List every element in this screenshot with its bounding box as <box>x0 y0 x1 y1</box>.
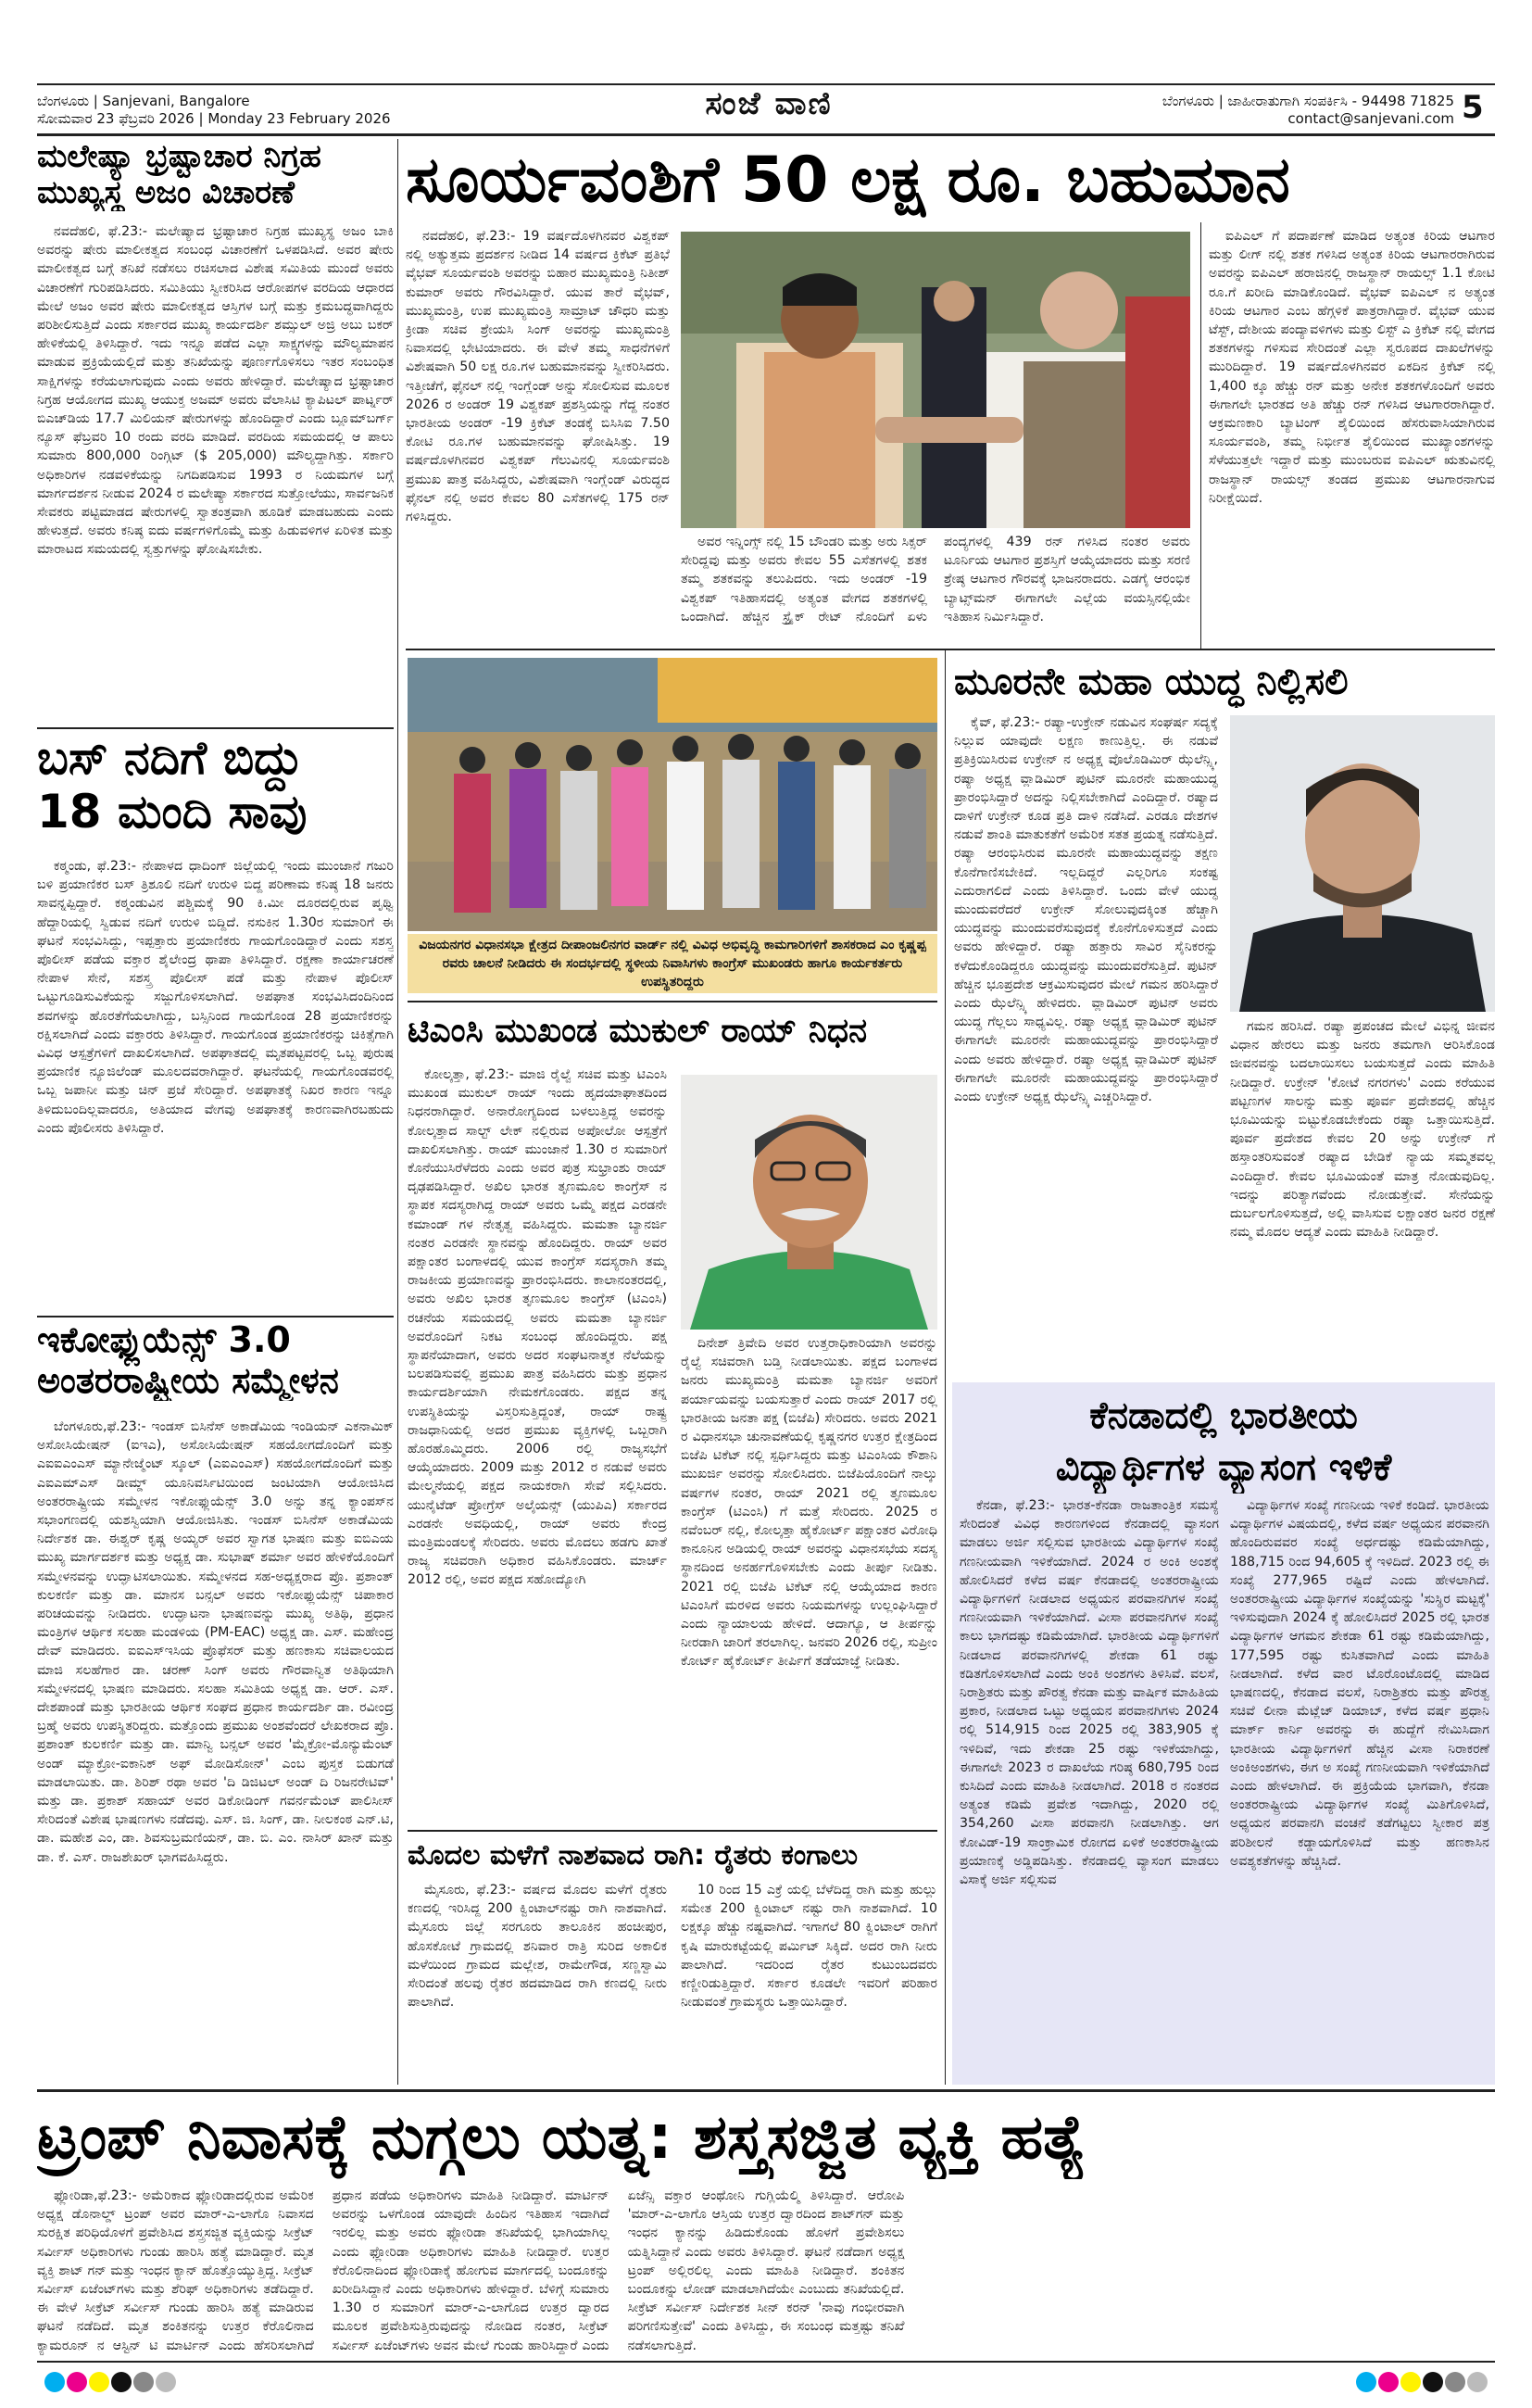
mukul-body-left <box>408 1065 667 1825</box>
zelensky-photo-illustration <box>1230 715 1495 1012</box>
page-number: 5 <box>1462 89 1484 126</box>
mukul-headline: ಟಿಎಂಸಿ ಮುಖಂಡ ಮುಕುಲ್ ರಾಯ್ ನಿಧನ <box>408 1012 868 1050</box>
masthead-text: ಸಂಜೆ ವಾಣಿ <box>705 85 833 122</box>
header-rule-top <box>37 83 1495 85</box>
zelensky-photo <box>1230 715 1495 1012</box>
divider-event <box>408 1001 937 1002</box>
header-left <box>37 93 556 128</box>
registration-yellow-left <box>89 2372 109 2392</box>
suryavanshi-body-left-text: ನವದೆಹಲಿ, ಫೆ.23:- 19 ವರ್ಷದೊಳಗಿನವರ ವಿಶ್ವಕಪ್ ನಲ್ಲಿ ಅತ್ಯುತ್ತಮ ಪ್ರದರ್ಶನ ನೀಡಿದ 14 ವರ್ಷದ ಕ್ರಿಕೆಟ್ ಪ್ರತಿಭೆ ವೈಭವ್ ಸೂರ್ಯವಂಶಿ ಅವರನ್ನು ಬಿಹಾರ ಮುಖ್ಯಮಂತ್ರಿ ನಿತೀಶ್ ಕುಮಾರ್ ಅವರು ಗೌರವಿಸಿದ್ದಾರೆ. ಯುವ ತಾರೆ ವೈಭವ್, ಮುಖ್ಯಮಂತ್ರಿ, ಉಪ ಮುಖ್ಯಮಂತ್ರಿ ಸಾಮ್ರಾಟ್ ಚೌಧರಿ ಮತ್ತು ಕ್ರೀಡಾ ಸಚಿವ ಶ್ರೇಯಸಿ ಸಿಂಗ್ ಅವರನ್ನು ಮುಖ್ಯಮಂತ್ರಿ ನಿವಾಸದಲ್ಲಿ ಭೇಟಿಯಾದರು. ಈ ವೇಳೆ ತಮ್ಮ ಸಾಧನೆಗಳಿಗೆ ವಿಶೇಷವಾಗಿ 50 ಲಕ್ಷ ರೂ.ಗಳ ಬಹುಮಾನವನ್ನು ಸ್ವೀಕರಿಸಿದರು. ಇತ್ತೀಚೆಗೆ, ಫೈನಲ್ ನಲ್ಲಿ ಇಂಗ್ಲೆಂಡ್ ಅನ್ನು ಸೋಲಿಸುವ ಮೂಲಕ 2026 ರ ಅಂಡರ್ 19 ವಿಶ್ವಕಪ್ ಪ್ರಶಸ್ತಿಯನ್ನು ಗೆದ್ದ ನಂತರ ಭಾರತೀಯ ಅಂಡರ್ -19 ಕ್ರಿಕೆಟ್ ತಂಡಕ್ಕೆ ಬಿಸಿಸಿಐ 7.50 ಕೋಟಿ ರೂ.ಗಳ ಬಹುಮಾನವನ್ನು ಘೋಷಿಸಿತ್ತು. 19 ವರ್ಷದೊಳಗಿನವರ ವಿಶ್ವಕಪ್ ಗೆಲುವಿನಲ್ಲಿ ಸೂರ್ಯವಂಶಿ ಪ್ರಮುಖ ಪಾತ್ರ ವಹಿಸಿದ್ದರು, ವಿಶೇಷವಾಗಿ ಇಂಗ್ಲೆಂಡ್ ವಿರುದ್ಧದ ಫೈನಲ್ ನಲ್ಲಿ ಅವರ ಕೇವಲ 80 ಎಸೆತಗಳಲ್ಲಿ 175 ರನ್ ಗಳಿಸಿದ್ದರು. <box>406 229 670 525</box>
war-headline: ಮೂರನೇ ಮಹಾ ಯುದ್ಧ ನಿಲ್ಲಿಸಲಿ <box>954 661 1349 703</box>
event-photo-illustration <box>408 658 937 931</box>
canada-headline-line1: ಕೆನಡಾದಲ್ಲಿ ಭಾರತೀಯ <box>1089 1394 1358 1437</box>
suryavanshi-body-right <box>1209 227 1495 644</box>
header-date: ಸೋಮವಾರ 23 ಫೆಬ್ರವರಿ 2026 | Monday 23 February 2026 <box>37 110 391 127</box>
malaysia-headline <box>37 139 394 211</box>
mukul-body-right-text: ದಿನೇಶ್ ತ್ರಿವೇದಿ ಅವರ ಉತ್ತರಾಧಿಕಾರಿಯಾಗಿ ಅವರನ್ನು ರೈಲ್ವೆ ಸಚಿವರಾಗಿ ಬಡ್ತಿ ನೀಡಲಾಯಿತು. ಪಕ್ಷದ ಬಂಗಾಳದ ಜನರು ಮುಖ್ಯಮಂತ್ರಿ ಮಮತಾ ಬ್ಯಾನರ್ಜಿ ಅವರಿಗೆ ಪರ್ಯಾಯವನ್ನು ಬಯಸುತ್ತಾರೆ ಎಂದು ರಾಯ್ 2017 ರಲ್ಲಿ ಭಾರತೀಯ ಜನತಾ ಪಕ್ಷ (ಬಿಜೆಪಿ) ಸೇರಿದರು. ಅವರು 2021 ರ ವಿಧಾನಸಭಾ ಚುನಾವಣೆಯಲ್ಲಿ ಕೃಷ್ಣನಗರ ಉತ್ತರ ಕ್ಷೇತ್ರದಿಂದ ಬಿಜೆಪಿ ಟಿಕೆಟ್ ನಲ್ಲಿ ಸ್ಪರ್ಧಿಸಿದ್ದರು ಮತ್ತು ಟಿಎಂಸಿಯ ಕೌಶಾನಿ ಮುಖರ್ಜಿ ಅವರನ್ನು ಸೋಲಿಸಿದರು. ಬಿಜೆಪಿಯೊಂದಿಗೆ ನಾಲ್ಕು ವರ್ಷಗಳ ನಂತರ, ರಾಯ್ 2021 ರಲ್ಲಿ ತೃಣಮೂಲ ಕಾಂಗ್ರೆಸ್ (ಟಿಎಂಸಿ) ಗೆ ಮತ್ತೆ ಸೇರಿದರು. 2025 ರ ನವೆಂಬರ್ ನಲ್ಲಿ, ಕೋಲ್ಕತ್ತಾ ಹೈಕೋರ್ಟ್ ಪಕ್ಷಾಂತರ ವಿರೋಧಿ ಕಾನೂನಿನ ಅಡಿಯಲ್ಲಿ ರಾಯ್ ಅವರನ್ನು ವಿಧಾನಸಭೆಯ ಸದಸ್ಯ ಸ್ಥಾನದಿಂದ ಅನರ್ಹಗೊಳಿಸಬೇಕು ಎಂದು ತೀರ್ಪು ನೀಡಿತು. 2021 ರಲ್ಲಿ ಬಿಜೆಪಿ ಟಿಕೆಟ್ ನಲ್ಲಿ ಆಯ್ಕೆಯಾದ ಕಾರಣ ಟಿಎಂಸಿಗೆ ಮರಳಿದ ಅವರು ನಿಯಮಗಳನ್ನು ಉಲ್ಲಂಘಿಸಿದ್ದಾರೆ ಎಂದು ನ್ಯಾಯಾಲಯ ಹೇಳಿದೆ. ಆದಾಗ್ಯೂ, ಆ ತೀರ್ಪನ್ನು ನೀರಡಾಗಿ ಜಾರಿಗೆ ತರಲಾಗಿಲ್ಲ. ಜನವರಿ 2026 ರಲ್ಲಿ, ಸುಪ್ರೀಂ ಕೋರ್ಟ್ ಹೈಕೋರ್ಟ್ ತೀರ್ಪಿಗೆ ತಡೆಯಾಜ್ಞೆ ನೀಡಿತು. <box>681 1336 937 1670</box>
masthead-logo <box>648 85 889 122</box>
ragi-body-right-text: 10 ರಿಂದ 15 ಎಕ್ರೆ ಯಲ್ಲಿ ಬೆಳೆದಿದ್ದ ರಾಗಿ ಮತ್ತು ಹುಲ್ಲು ಸಮೇತ 200 ಕ್ವಿಂಟಾಲ್ ನಷ್ಟು ರಾಗಿ ನಾಶವಾಗಿದೆ. 10 ಲಕ್ಷಕ್ಕೂ ಹೆಚ್ಚು ನಷ್ಟವಾಗಿದೆ. ಇಗಾಗಲೆ 80 ಕ್ವಿಂಟಾಲ್ ರಾಗಿಗೆ ಕೃಷಿ ಮಾರುಕಟ್ಟೆಯಲ್ಲಿ ಪರ್ಮಿಟ್ ಸಿಕ್ಕಿದೆ. ಅದರ ರಾಗಿ ನೀರು ಪಾಲಾಗಿದೆ. ಇದರಿಂದ ರೈತರ ಕುಟುಂಬದವರು ಕಣ್ಣೀರಿಡುತ್ತಿದ್ದಾರೆ. ಸರ್ಕಾರ ಕೂಡಲೇ ಇವರಿಗೆ ಪರಿಹಾರ ನೀಡುವಂತೆ ಗ್ರಾಮಸ್ಥರು ಒತ್ತಾಯಿಸಿದ್ದಾರೆ. <box>681 1883 937 2011</box>
header-location: ಬೆಂಗಳೂರು | Sanjevani, Bangalore <box>37 93 250 109</box>
canada-headline-line2: ವಿದ್ಯಾರ್ಥಿಗಳ ವ್ಯಾಸಂಗ ಇಳಿಕೆ <box>1055 1446 1392 1489</box>
header-ad-contact: ಬೆಂಗಳೂರು | ಜಾಹೀರಾತುಗಾಗಿ ಸಂಪರ್ಕಿಸಿ - 94498 71825 <box>1162 93 1454 109</box>
suryavanshi-body-left <box>406 227 670 635</box>
ecofloyens-body <box>37 1418 394 2085</box>
bus-body <box>37 857 394 1311</box>
registration-black-right <box>1423 2372 1443 2392</box>
trump-body <box>37 2187 1495 2356</box>
suryavanshi-photo <box>681 232 1190 528</box>
canada-body-left <box>960 1496 1219 2080</box>
column-rule-right <box>1200 222 1201 649</box>
divider-malaysia <box>37 727 394 729</box>
registration-cyan-left <box>44 2372 65 2392</box>
bus-headline <box>37 732 394 838</box>
registration-magenta-right <box>1378 2372 1399 2392</box>
suryavanshi-headline: ಸೂರ್ಯವಂಶಿಗೆ 50 ಲಕ್ಷ ರೂ. ಬಹುಮಾನ <box>406 144 1290 217</box>
registration-black-left <box>111 2372 132 2392</box>
bus-body-text: ಕಠ್ಮಂಡು, ಫೆ.23:- ನೇಪಾಳದ ಧಾದಿಂಗ್ ಜಿಲ್ಲೆಯಲ್ಲಿ ಇಂದು ಮುಂಜಾನೆ ಗಜುರಿ ಬಳಿ ಪ್ರಯಾಣಿಕರ ಬಸ್ ತ್ರಿಶೂಲಿ ನದಿಗೆ ಉರುಳಿ ಬಿದ್ದ ಪರಿಣಾಮ ಕನಿಷ್ಠ 18 ಜನರು ಸಾವನ್ನಪ್ಪಿದ್ದಾರೆ. ಕಠ್ಮಂಡುವಿನ ಪಶ್ಚಿಮಕ್ಕೆ 90 ಕಿ.ಮೀ ದೂರದಲ್ಲಿರುವ ಪೃಥ್ವಿ ಹೆದ್ದಾರಿಯಲ್ಲಿ ಸ್ವಿಡುವ ನದಿಗೆ ಉರುಳಿ ಬಿದ್ದಿದೆ. ನಸುಕಿನ 1.30ರ ಸುಮಾರಿಗೆ ಈ ಘಟನೆ ಸಂಭವಿಸಿದ್ದು, ಇಪ್ಪತ್ತಾರು ಪ್ರಯಾಣಿಕರು ಗಾಯಗೊಂಡಿದ್ದಾರೆ ಎಂದು ಸಶಸ್ತ್ರ ಪೊಲೀಸ್ ಪಡೆಯ ವಕ್ತಾರ ಶೈಲೇಂದ್ರ ಥಾಪಾ ತಿಳಿಸಿದ್ದಾರೆ. ರಕ್ಷಣಾ ಕಾರ್ಯಾಚರಣೆ ನೇಪಾಳ ಸೇನೆ, ಸಶಸ್ತ್ರ ಪೊಲೀಸ್ ಪಡೆ ಮತ್ತು ನೇಪಾಳ ಪೊಲೀಸ್ ಒಟ್ಟುಗೂಡಿಸುವಿಕೆಯನ್ನು ಸಜ್ಜುಗೊಳಿಸಲಾಗಿದೆ. ಅಪಘಾತ ಸಂಭವಿಸಿದಂದಿನಿಂದ ಶವಗಳನ್ನು ಹೊರತೆಗೆಯಲಾಗಿದ್ದು, ಬಸ್ಸಿನಿಂದ ಗಾಯಗೊಂಡ 28 ಪ್ರಯಾಣಿಕರನ್ನು ರಕ್ಷಿಸಲಾಗಿದೆ ಎಂದು ವಕ್ತಾರರು ತಿಳಿಸಿದ್ದಾರೆ. ಗಾಯಗೊಂಡ ಪ್ರಯಾಣಿಕರನ್ನು ಚಿಕಿತ್ಸೆಗಾಗಿ ವಿವಿಧ ಆಸ್ಪತ್ರೆಗಳಿಗೆ ದಾಖಲಿಸಲಾಗಿದೆ. ಅಪಘಾತದಲ್ಲಿ ಮೃತಪಟ್ಟವರಲ್ಲಿ ಒಬ್ಬ ಪುರುಷ ಪ್ರಯಾಣಿಕ ನ್ಯೂಜಿಲೆಂಡ್ ಮೂಲದವರಾಗಿದ್ದಾರೆ. ಘಟನೆಯಲ್ಲಿ ಗಾಯಗೊಂಡವರಲ್ಲಿ ಒಬ್ಬ ಜಪಾನೀ ಮತ್ತು ಚಿನ್ ಪ್ರಜೆ ಸೇರಿದ್ದಾರೆ. ಅಪಘಾತಕ್ಕೆ ನಿಖರ ಕಾರಣ ಇನ್ನೂ ತಿಳಿದುಬಂದಿಲ್ಲವಾದರೂ, ಅತಿಯಾದ ವೇಗವು ಅಪಘಾತಕ್ಕೆ ಕಾರಣವಾಗಿರಬಹುದು ಎಂದು ಪೊಲೀಸರು ತಿಳಿಸಿದ್ದಾರೆ. <box>37 859 394 1136</box>
war-body <box>954 713 1218 1376</box>
suryavanshi-photo-illustration <box>681 232 1190 528</box>
ecofloyens-headline-line2: ಅಂತರರಾಷ್ಟ್ರೀಯ ಸಮ್ಮೇಳನ <box>37 1359 339 1401</box>
ragi-body-left <box>408 1881 667 2085</box>
registration-magenta-left <box>67 2372 87 2392</box>
mukul-body-right <box>681 1334 937 1825</box>
header-right <box>1000 93 1454 128</box>
canada-body-left-text: ಕೆನಡಾ, ಫೆ.23:- ಭಾರತ-ಕೆನಡಾ ರಾಜತಾಂತ್ರಿಕ ಸಮಸ್ಯೆ ಸೇರಿದಂತೆ ವಿವಿಧ ಕಾರಣಗಳಿಂದ ಕೆನಡಾದಲ್ಲಿ ವ್ಯಾಸಂಗ ಮಾಡಲು ಅರ್ಜಿ ಸಲ್ಲಿಸುವ ಭಾರತೀಯ ವಿದ್ಯಾರ್ಥಿಗಳ ಸಂಖ್ಯೆ ಗಣನೀಯವಾಗಿ ಇಳಿಕೆಯಾಗಿದೆ. 2024 ರ ಅಂಕಿ ಅಂಶಕ್ಕೆ ಹೋಲಿಸಿದರೆ ಕಳೆದ ವರ್ಷ ಕೆನಡಾದಲ್ಲಿ ಅಂತರರಾಷ್ಟ್ರೀಯ ವಿದ್ಯಾರ್ಥಿಗಳಿಗೆ ನೀಡಲಾದ ಅಧ್ಯಯನ ಪರವಾನಗಿಗಳ ಸಂಖ್ಯೆ ಗಣನೀಯವಾಗಿ ಇಳಿಕೆಯಾಗಿದೆ. ವೀಸಾ ಪರವಾನಗಿಗಳ ಸಂಖ್ಯೆ ಕಾಲು ಭಾಗದಷ್ಟು ಕಡಿಮೆಯಾಗಿದೆ. ಭಾರತೀಯ ವಿದ್ಯಾರ್ಥಿಗಳಿಗೆ ನೀಡಲಾದ ಪರವಾನಗಿಗಳಲ್ಲಿ ಶೇಕಡಾ 61 ರಷ್ಟು ಕಡಿತಗೊಳಿಸಲಾಗಿದೆ ಎಂದು ಅಂಕಿ ಅಂಶಗಳು ತಿಳಿಸಿವೆ. ವಲಸೆ, ನಿರಾಶ್ರಿತರು ಮತ್ತು ಪೌರತ್ವ ಕೆನಡಾ ಮತ್ತು ವಾರ್ಷಿಕ ಮಾಹಿತಿಯ ಪ್ರಕಾರ, ನೀಡಲಾದ ಒಟ್ಟು ಅಧ್ಯಯನ ಪರವಾನಗಿಗಳು 2024 ರಲ್ಲಿ 514,915 ರಿಂದ 2025 ರಲ್ಲಿ 383,905 ಕ್ಕೆ ಇಳಿದಿವೆ, ಇದು ಶೇಕಡಾ 25 ರಷ್ಟು ಇಳಿಕೆಯಾಗಿದ್ದು, ಈಗಾಗಲೇ 2023 ರ ದಾಖಲೆಯ ಗರಿಷ್ಠ 680,795 ರಿಂದ ಕುಸಿದಿದೆ ಎಂದು ಮಾಹಿತಿ ನೀಡಲಾಗಿದೆ. 2018 ರ ನಂತರದ ಅತ್ಯಂತ ಕಡಿಮೆ ಪ್ರವೇಶ ಇದಾಗಿದ್ದು, 2020 ರಲ್ಲಿ 354,260 ವೀಸಾ ಪರವಾನಗಿ ನೀಡಲಾಗಿತ್ತು. ಆಗ ಕೋವಿಡ್-19 ಸಾಂಕ್ರಾಮಿಕ ರೋಗದ ಏಳಿಕೆ ಅಂತರರಾಷ್ಟ್ರೀಯ ಪ್ರಯಾಣಕ್ಕೆ ಅಡ್ಡಿಪಡಿಸಿತ್ತು. ಕೆನಡಾದಲ್ಲಿ ವ್ಯಾಸಂಗ ಮಾಡಲು ವಿಸಾಕ್ಕೆ ಅರ್ಜಿ ಸಲ್ಲಿಸುವ <box>960 1498 1219 1888</box>
registration-yellow-right <box>1400 2372 1421 2392</box>
malaysia-body-text: ನವದೆಹಲಿ, ಫೆ.23:- ಮಲೇಷ್ಯಾದ ಭ್ರಷ್ಟಾಚಾರ ನಿಗ್ರಹ ಮುಖ್ಯಸ್ಥ ಅಜಂ ಬಾಕಿ ಅವರನ್ನು ಷೇರು ಮಾಲೀಕತ್ವದ ಸಂಬಂಧ ವಿಚಾರಣೆಗೆ ಒಳಪಡಿಸಿದೆ. ಅವರ ಷೇರು ಮಾಲೀಕತ್ವದ ಬಗ್ಗೆ ತನಿಖೆ ನಡೆಸಲು ರಚಿಸಲಾದ ವಿಶೇಷ ಸಮಿತಿಯ ಮುಂದೆ ಅವರು ವಿಚಾರಣೆಗೆ ಗುರಿಪಡಿಸಿದರು. ಸಮಿತಿಯು ಸ್ವೀಕರಿಸಿದ ಆರೋಪಗಳ ವರದಿಯ ಆಧಾರದ ಮೇಲೆ ಅಜಂ ಅವರ ಷೇರು ಮಾಲೀಕತ್ವದ ಆಸ್ತಿಗಳ ಬಗ್ಗೆ ಮತ್ತು ಕ್ರಮಬದ್ಧವಾಗಿದ್ದರು ಪರಿಶೀಲಿಸುತ್ತಿದೆ ಎಂದು ಸರ್ಕಾರದ ಮುಖ್ಯ ಕಾರ್ಯದರ್ಶಿ ಶಮ್ಸುಲ್ ಅಜ್ರಿ ಅಬು ಬಕರ್ ಹೇಳಿಕೆಯಲ್ಲಿ ತಿಳಿಸಿದ್ದಾರೆ. ಇದು ಇನ್ನೂ ಪಡೆದ ಎಲ್ಲಾ ಸಾಕ್ಷ್ಯಗಳನ್ನು ಮೌಲ್ಯಮಾಪನ ಮಾಡುವ ಪ್ರಕ್ರಿಯೆಯಲ್ಲಿದೆ ಮತ್ತು ತನಿಖೆಯನ್ನು ಪೂರ್ಣಗೊಳಿಸಲು ಇತರ ಸಂಬಂಧಿತ ಸಾಕ್ಷಿಗಳನ್ನು ಕರೆಯಲಾಗುವುದು ಎಂದು ಅವರು ಹೇಳಿದ್ದಾರೆ. ಮಲೇಷ್ಯಾದ ಭ್ರಷ್ಟಾಚಾರ ನಿಗ್ರಹ ಆಯೋಗದ ಮುಖ್ಯ ಆಯುಕ್ತ ಅಜಮ್ ಅವರು ವೆಲಾಸಿಟಿ ಕ್ಯಾಪಿಟಲ್ ಪಾರ್ಟ್ನರ್ ಬಿಎಚ್‌ಡಿಯ 17.7 ಮಿಲಿಯನ್ ಷೇರುಗಳನ್ನು ಹೊಂದಿದ್ದಾರೆ ಎಂದು ಬ್ಲೂಮ್‌ಬರ್ಗ್ ನ್ಯೂಸ್ ಫೆಬ್ರವರಿ 10 ರಂದು ವರದಿ ಮಾಡಿದೆ. ವರದಿಯ ಸಮಯದಲ್ಲಿ ಆ ಪಾಲು ಸುಮಾರು 800,000 ರಿಂಗ್ಗಿಟ್ ($ 205,000) ಮೌಲ್ಯದ್ದಾಗಿತ್ತು. ಸರ್ಕಾರಿ ಅಧಿಕಾರಿಗಳ ನಡವಳಿಕೆಯನ್ನು ನಿಗದಿಪಡಿಸುವ 1993 ರ ನಿಯಮಗಳ ಬಗ್ಗೆ ಮಾರ್ಗದರ್ಶನ ನೀಡುವ 2024 ರ ಮಲೇಷ್ಯಾ ಸರ್ಕಾರದ ಸುತ್ತೋಲೆಯು, ಸಾರ್ವಜನಿಕ ಸೇವಕರು ಪಟ್ಟಿಮಾಡದ ಷೇರುಗಳಲ್ಲಿ ಸ್ವಾತಂತ್ರವಾಗಿ ಹೂಡಿಕೆ ಮಾಡಬಹುದು ಎಂದು ಹೇಳುತ್ತದೆ. ಅವರು ಕನಿಷ್ಠ ಐದು ವರ್ಷಗಳಿಗೊಮ್ಮೆ ಮತ್ತು ಹಿಡುವಳಿಗಳ ಏರಿಳಿತ ಮತ್ತು ಮಾರಾಟದ ಸಮಯದಲ್ಲಿ ಸ್ವತ್ತುಗಳನ್ನು ಘೋಷಿಸಬೇಕು. <box>37 224 394 558</box>
divider-trump <box>37 2089 1495 2092</box>
ragi-body-right <box>681 1881 937 2085</box>
ecofloyens-body-text: ಬೆಂಗಳೂರು,ಫೆ.23:- ಇಂಡಸ್ ಬಿಸಿನೆಸ್ ಅಕಾಡೆಮಿಯ ಇಂಡಿಯನ್ ಎಕನಾಮಿಕ್ ಅಸೋಸಿಯೇಷನ್ (ಐಇಎ), ಅಸೋಸಿಯೇಷನ್ ಸಹಯೋಗದೊಂದಿಗೆ ಮತ್ತು ಎಐಐಎಂಎಸ್ ಮ್ಯಾನೇಜ್ಮೆಂಟ್ ಸ್ಕೂಲ್ (ಎಐಎಂಎಸ್) ಸಹಯೋಗದೊಂದಿಗೆ ಮತ್ತು ಎಐಎಮ್ಎಸ್ ಡೀಮ್ಡ್ ಯೂನಿವರ್ಸಿಟಿಯಿಂದ ಜಂಟಿಯಾಗಿ ಆಯೋಜಿಸಿದ ಅಂತರರಾಷ್ಟ್ರೀಯ ಸಮ್ಮೇಳನ ಇಕೋಫ್ಲುಯೆನ್ಸ್ 3.0 ಅನ್ನು ತನ್ನ ಕ್ಯಾಂಪಸ್‌ನ ಸಭಾಂಗಣದಲ್ಲಿ ಯಶಸ್ವಿಯಾಗಿ ಆಯೋಜಿಸಿತು. ಇಂಡಸ್ ಬಿಸಿನೆಸ್ ಅಕಾಡೆಮಿಯ ನಿರ್ದೇಶಕ ಡಾ. ಈಶ್ವರ್ ಕೃಷ್ಣ ಅಯ್ಯರ್ ಅವರ ಸ್ವಾಗತ ಭಾಷಣ ಮತ್ತು ಐಬಿಎಯ ಮುಖ್ಯ ಮಾರ್ಗದರ್ಶಕ ಮತ್ತು ಅಧ್ಯಕ್ಷ ಡಾ. ಸುಭಾಷ್ ಶರ್ಮಾ ಅವರ ಹೇಳಿಕೆಯೊಂದಿಗೆ ಸಮ್ಮೇಳನವನ್ನು ಉದ್ಘಾಟಿಸಲಾಯಿತು. ಸಮ್ಮೇಳನದ ಸಹ-ಅಧ್ಯಕ್ಷರಾದ ಪ್ರೊ. ಪ್ರಶಾಂತ್ ಕುಲಕರ್ಣಿ ಮತ್ತು ಡಾ. ಮಾನಸ ಬನ್ಸಲ್ ಅವರು ಇಕೋಫ್ಲುಯೆನ್ಸ್ ಚಿಪಾಕಾರ ಪರಿಚಯವನ್ನು ನೀಡಿದರು. ಉದ್ಘಾಟನಾ ಭಾಷಣವನ್ನು ಮುಖ್ಯ ಅತಿಥಿ, ಪ್ರಧಾನ ಮಂತ್ರಿಗಳ ಆರ್ಥಿಕ ಸಲಹಾ ಮಂಡಳಿಯ (PM-EAC) ಅಧ್ಯಕ್ಷ ಡಾ. ಎಸ್. ಮಹೇಂದ್ರ ದೇವ್ ಮಾಡಿದರು. ಐಐಎಸ್ಇಸಿಯ ಪ್ರೊಫೆಸರ್ ಮತ್ತು ಹಣಕಾಸು ಸಚಿವಾಲಯದ ಮಾಜಿ ಸಲಹೆಗಾರ ಡಾ. ಚರಣ್ ಸಿಂಗ್ ಅವರು ಗೌರವಾನ್ವಿತ ಅತಿಥಿಯಾಗಿ ಸಮ್ಮೇಳನದಲ್ಲಿ ಭಾಷಣ ಮಾಡಿದರು. ಸಲಹಾ ಸಮಿತಿಯ ಅಧ್ಯಕ್ಷ ಡಾ. ಆರ್. ಎಸ್. ದೇಶಪಾಂಡೆ ಮತ್ತು ಭಾರತೀಯ ಆರ್ಥಿಕ ಸಂಘದ ಪ್ರಧಾನ ಕಾರ್ಯದರ್ಶಿ ಡಾ. ರವೀಂದ್ರ ಬ್ರಹ್ಮೆ ಅವರು ಉಪಸ್ಥಿತರಿದ್ದರು. ಮತ್ತೊಂದು ಪ್ರಮುಖ ಅಂಶವೆಂದರೆ ಲೇಖಕರಾದ ಪ್ರೊ. ಪ್ರಶಾಂತ್ ಕುಲಕರ್ಣಿ ಮತ್ತು ಡಾ. ಮಾನ್ವಿ ಬನ್ಸಲ್ ಅವರ 'ಮೈಕ್ರೋ-ಮೊನ್ಯುಮೆಂಟ್ ಅಂಡ್ ಮ್ಯಾಕ್ರೋ-ಐಕಾನಿಕ್ ಅಫ್ ಮೋಡಿಸೋನ್' ಎಂಬ ಪುಸ್ತಕ ಬಿಡುಗಡೆ ಮಾಡಲಾಯಿತು. ಡಾ. ಶಿರಿಶ್ ರಥಾ ಅವರ 'ದಿ ಡಿಜಿಟಲ್ ಅಂಡ್ ದಿ ರಿಜನರೇಟಿವ್' ಮತ್ತು ಡಾ. ಪ್ರಕಾಶ್ ಸಹಾಯ್ ಅವರ ಡಿಕೋಡಿಂಗ್ ಗವರ್ನಮೆಂಟ್ ಪಾಲಿಸೀಸ್ ಸೇರಿದಂತೆ ವಿಶೇಷ ಭಾಷಣಗಳು ನಡೆದವು. ಎಸ್. ಜಿ. ಸಿಂಗ್, ಡಾ. ನೀಲಕಂಠ ಎನ್.ಟಿ, ಡಾ. ಮಹೇಶ ಎಂ, ಡಾ. ಶಿವಸುಬ್ರಮಣಿಯನ್, ಡಾ. ಬಿ. ಎಂ. ನಾಸಿರ್ ಖಾನ್ ಮತ್ತು ಡಾ. ಕೆ. ಎಸ್. ರಾಜಶೇಖರ್ ಭಾಗವಹಿಸಿದ್ದರು. <box>37 1419 394 1865</box>
event-photo-caption: ವಿಜಯನಗರ ವಿಧಾನಸಭಾ ಕ್ಷೇತ್ರದ ದೀಪಾಂಜಲಿನಗರ ವಾರ್ಡ್ ನಲ್ಲಿ ವಿವಿಧ ಅಭಿವೃದ್ಧಿ ಕಾಮಗಾರಿಗಳಿಗೆ ಶಾಸಕರಾದ ಎಂ ಕೃಷ್ಣಪ್ಪ ರವರು ಚಾಲನೆ ನೀಡಿದರು ಈ ಸಂದರ್ಭದಲ್ಲಿ ಸ್ಥಳೀಯ ನಿವಾಸಿಗಳು ಕಾಂಗ್ರೆಸ್ ಮುಖಂಡರು ಹಾಗೂ ಕಾರ್ಯಕರ್ತರು ಉಪಸ್ಥಿತರಿದ್ದರು <box>408 934 937 993</box>
trump-headline: ಟ್ರಂಪ್ ನಿವಾಸಕ್ಕೆ ನುಗ್ಗಲು ಯತ್ನ: ಶಸ್ತ್ರಸಜ್ಜಿತ ವ್ಯಕ್ತಿ ಹತ್ಯೆ <box>37 2101 1086 2173</box>
war-body-bottom-text: ಗಮನ ಹರಿಸಿದೆ. ರಷ್ಯಾ ಪ್ರಪಂಚದ ಮೇಲೆ ವಿಭಿನ್ನ ಜೀವನ ವಿಧಾನ ಹೇರಲು ಮತ್ತು ಜನರು ತಮಗಾಗಿ ಆರಿಸಿಕೊಂಡ ಜೀವನವನ್ನು ಬದಲಾಯಿಸಲು ಬಯಸುತ್ತದೆ ಎಂದು ಮಾಹಿತಿ ನೀಡಿದ್ದಾರೆ. ಉಕ್ರೇನ್ 'ಕೋಟೆ ನಗರಗಳು' ಎಂದು ಕರೆಯುವ ಪಟ್ಟಣಗಳ ಸಾಲನ್ನು ಮತ್ತು ಪೂರ್ವ ಪ್ರದೇಶದಲ್ಲಿ ಹೆಚ್ಚಿನ ಭೂಮಿಯನ್ನು ಬಿಟ್ಟುಕೊಡಬೇಕೆಂದು ರಷ್ಯಾ ಒತ್ತಾಯಿಸುತ್ತಿದೆ. ಪೂರ್ವ ಪ್ರದೇಶದ ಕೇವಲ 20 ಅನ್ನು ಉಕ್ರೇನ್ ಗೆ ಹಸ್ತಾಂತರಿಸುವಂತೆ ರಷ್ಯಾದ ಬೇಡಿಕೆ ನ್ಯಾಯ ಸಮ್ಮತವಲ್ಲ ಎಂದಿದ್ದಾರೆ. ಕೇವಲ ಭೂಮಿಯಂತೆ ಮಾತ್ರ ನೋಡುವುದಿಲ್ಲ. ಇದನ್ನು ಪರಿತ್ಯಾಗವೆಂದು ನೋಡುತ್ತೇವೆ. ಸೇನೆಯನ್ನು ದುರ್ಬಲಗೊಳಿಸುತ್ತದೆ, ಅಲ್ಲಿ ವಾಸಿಸುವ ಲಕ್ಷಾಂತರ ಜನರ ರಕ್ಷಣೆ ನಮ್ಮ ಮೊದಲ ಆದ್ಯತೆ ಎಂದು ಮಾಹಿತಿ ನೀಡಿದ್ದಾರೆ. <box>1230 1019 1495 1241</box>
mukul-photo-illustration <box>681 1075 937 1330</box>
trump-body-text: ಫ್ಲೋರಿಡಾ,ಫೆ.23:- ಅಮೆರಿಕಾದ ಫ್ಲೋರಿಡಾದಲ್ಲಿರುವ ಅಮೆರಿಕ ಅಧ್ಯಕ್ಷ ಡೊನಾಲ್ಡ್ ಟ್ರಂಪ್ ಅವರ ಮಾರ್-ಎ-ಲಾಗೊ ನಿವಾಸದ ಸುರಕ್ಷಿತ ಪರಿಧಿಯೊಳಗೆ ಪ್ರವೇಶಿಸಿದ ಶಸ್ತ್ರಸಜ್ಜಿತ ವ್ಯಕ್ತಿಯನ್ನು ಸೀಕ್ರೆಟ್ ಸರ್ವೀಸ್ ಅಧಿಕಾರಿಗಳು ಗುಂಡು ಹಾರಿಸಿ ಹತ್ಯೆ ಮಾಡಿದ್ದಾರೆ. ಮೃತ ವ್ಯಕ್ತಿ ಶಾಟ್ ಗನ್ ಮತ್ತು ಇಂಧನ ಕ್ಯಾನ್ ಹೊತ್ತೊಯ್ಯುತ್ತಿದ್ದ. ಸೀಕ್ರೆಟ್ ಸರ್ವೀಸ್ ಏಜೆಂಟ್‌ಗಳು ಮತ್ತು ಶೆರಿಫ್ ಅಧಿಕಾರಿಗಳು ತಡೆದಿದ್ದಾರೆ. ಈ ವೇಳೆ ಸೀಕ್ರೆಟ್ ಸರ್ವೀಸ್ ಗುಂಡು ಹಾರಿಸಿ ಹತ್ಯೆ ಮಾಡಿರುವ ಘಟನೆ ನಡೆದಿದೆ. ಮೃತ ಶಂಕಿತನನ್ನು ಉತ್ತರ ಕೆರೊಲಿನಾದ ಕ್ಯಾಮರೂನ್ ನ ಆಸ್ಟಿನ್ ಟಿ ಮಾರ್ಟಿನ್ ಎಂದು ಹೆಸರಿಸಲಾಗಿದೆ ಪ್ರಧಾನ ಪಡೆಯ ಅಧಿಕಾರಿಗಳು ಮಾಹಿತಿ ನೀಡಿದ್ದಾರೆ. ಮಾರ್ಟಿನ್ ಅವರನ್ನು ಒಳಗೊಂಡ ಯಾವುದೇ ಹಿಂದಿನ ಇತಿಹಾಸ ಇದಾಗಿದೆ ಇರಲಿಲ್ಲ ಮತ್ತು ಅವರು ಫ್ಲೋರಿಡಾ ತನಿಖೆಯಲ್ಲಿ ಭಾಗಿಯಾಗಿಲ್ಲ ಎಂದು ಫ್ಲೋರಿಡಾ ಅಧಿಕಾರಿಗಳು ಮಾಹಿತಿ ನೀಡಿದ್ದಾರೆ. ಉತ್ತರ ಕೆರೊಲಿನಾದಿಂದ ಫ್ಲೋರಿಡಾಕ್ಕೆ ಹೋಗುವ ಮಾರ್ಗದಲ್ಲಿ ಬಂದೂಕನ್ನು ಖರೀದಿಸಿದ್ದಾನೆ ಎಂದು ಅಧಿಕಾರಿಗಳು ಹೇಳಿದ್ದಾರೆ. ಬೆಳಿಗ್ಗೆ ಸುಮಾರು 1.30 ರ ಸುಮಾರಿಗೆ ಮಾರ್-ಎ-ಲಾಗೊದ ಉತ್ತರ ದ್ವಾರದ ಮೂಲಕ ಪ್ರವೇಶಿಸುತ್ತಿರುವುದನ್ನು ನೋಡಿದ ನಂತರ, ಸೀಕ್ರೆಟ್ ಸರ್ವೀಸ್ ಏಜೆಂಟ್‌ಗಳು ಅವನ ಮೇಲೆ ಗುಂಡು ಹಾರಿಸಿದ್ದಾರೆ ಎಂದು ಏಜೆನ್ಸಿ ವಕ್ತಾರ ಆಂಥೋನಿ ಗುಗ್ಲಿಯೆಲ್ಮಿ ತಿಳಿಸಿದ್ದಾರೆ. ಆರೋಪಿ 'ಮಾರ್-ಎ-ಲಾಗೊ ಆಸ್ತಿಯ ಉತ್ತರ ದ್ವಾರದಿಂದ ಶಾಟ್‌ಗನ್ ಮತ್ತು ಇಂಧನ ಕ್ಯಾನನ್ನು ಹಿಡಿದುಕೊಂಡು ಹೊಳಗೆ ಪ್ರವೇಶಿಸಲು ಯತ್ನಿಸಿದ್ದಾನೆ ಎಂದು ಅವರು ತಿಳಿಸಿದ್ದಾರೆ. ಘಟನೆ ನಡೆದಾಗ ಅಧ್ಯಕ್ಷ ಟ್ರಂಪ್ ಅಲ್ಲಿರಲಿಲ್ಲ ಎಂದು ಮಾಹಿತಿ ನೀಡಿದ್ದಾರೆ. ಶಂಕಿತನ ಬಂದೂಕನ್ನು ಲೋಡ್ ಮಾಡಲಾಗಿದೆಯೇ ಎಂಬುದು ತನಿಖೆಯಲ್ಲಿದೆ. ಸೀಕ್ರೆಟ್ ಸರ್ವೀಸ್ ನಿರ್ದೇಶಕ ಸೀನ್ ಕರನ್ 'ನಾವು ಗಂಭೀರವಾಗಿ ಪರಿಗಣಿಸುತ್ತೇವೆ' ಎಂದು ತಿಳಿಸಿದ್ದು, ಈ ಸಂಬಂಧ ಮತ್ತಷ್ಟು ತನಿಖೆ ನಡೆಸಲಾಗುತ್ತಿದೆ. <box>37 2188 905 2353</box>
registration-grey1-left <box>133 2372 154 2392</box>
column-rule-mid <box>945 649 946 2085</box>
suryavanshi-body-under-photo <box>681 533 1190 644</box>
divider-bus <box>37 1316 394 1317</box>
ragi-body-left-text: ಮೈಸೂರು, ಫೆ.23:- ವರ್ಷದ ಮೊದಲ ಮಳೆಗೆ ರೈತರು ಕಣದಲ್ಲಿ ಇರಿಸಿದ್ದ 200 ಕ್ವಿಂಟಾಲ್‌ನಷ್ಟು ರಾಗಿ ನಾಶವಾಗಿದೆ. ಮೈಸೂರು ಜಿಲ್ಲೆ ಸರಗೂರು ತಾಲೂಕಿನ ಹಂಚೀಪುರ, ಹೊಸಕೋಟೆ ಗ್ರಾಮದಲ್ಲಿ ಶನಿವಾರ ರಾತ್ರಿ ಸುರಿದ ಅಕಾಲಿಕ ಮಳೆಯಿಂದ ಗ್ರಾಮದ ಮಲ್ಲೇಶ, ರಾಮೇಗೌಡ, ಸಣ್ಣಸ್ವಾಮಿ ಸೇರಿದಂತೆ ಹಲವು ರೈತರ ಹದಮಾಡಿದ ರಾಗಿ ಕಣದಲ್ಲಿ ನೀರು ಪಾಲಾಗಿದೆ. <box>408 1883 667 2011</box>
column-rule-left <box>397 139 398 2085</box>
war-body-text: ಕೈವ್, ಫೆ.23:- ರಷ್ಯಾ-ಉಕ್ರೇನ್ ನಡುವಿನ ಸಂಘರ್ಷ ಸದ್ಯಕ್ಕೆ ನಿಲ್ಲುವ ಯಾವುದೇ ಲಕ್ಷಣ ಕಾಣುತ್ತಿಲ್ಲ. ಈ ನಡುವೆ ಪ್ರತಿಕ್ರಿಯಿಸಿರುವ ಉಕ್ರೇನ್ ನ ಅಧ್ಯಕ್ಷ ವೊಲೊಡಿಮಿರ್ ಝೆಲೆನ್ಸ್ಕಿ, ರಷ್ಯಾ ಅಧ್ಯಕ್ಷ ವ್ಲಾಡಿಮಿರ್ ಪುಟಿನ್ ಮೂರನೇ ಮಹಾಯುದ್ಧ ಪ್ರಾರಂಭಿಸಿದ್ದಾರೆ ಅದನ್ನು ನಿಲ್ಲಿಸಬೇಕಾಗಿದೆ ಎಂದಿದ್ದಾರೆ. ರಷ್ಯಾದ ದಾಳಿಗೆ ಉಕ್ರೇನ್ ಕೂಡ ಪ್ರತಿ ದಾಳಿ ನಡೆಸಿದೆ. ಎರಡೂ ದೇಶಗಳ ನಡುವೆ ಶಾಂತಿ ಮಾತುಕತೆಗೆ ಅಮೆರಿಕ ಸತತ ಪ್ರಯತ್ನ ನಡೆಸುತ್ತಿದೆ. ರಷ್ಯಾ ಆರಂಭಿಸಿರುವ ಮೂರನೇ ಮಹಾಯುದ್ಧವನ್ನು ತಕ್ಷಣ ಕೊನೆಗಾಣಿಸಬೇಕಿದೆ. ಇಲ್ಲದಿದ್ದರೆ ಎಲ್ಲರಿಗೂ ಸಂಕಷ್ಟ ಎದುರಾಗಲಿದೆ ಎಂದು ತಿಳಿಸಿದ್ದಾರೆ. ಒಂದು ವೇಳೆ ಯುದ್ಧ ಮುಂದುವರೆದರೆ ಉಕ್ರೇನ್ ಸೋಲುವುದಕ್ಕಿಂತ ಹೆಚ್ಚಾಗಿ ಯುದ್ಧವನ್ನು ಮುಂದುವರೆಸುವುದಕ್ಕೆ ಕೊನೆಗೊಳಿಸುತ್ತದೆ ಎಂದು ಅವರು ಹೇಳಿದ್ದಾರೆ. ರಷ್ಯಾ ಹತ್ತಾರು ಸಾವಿರ ಸೈನಿಕರನ್ನು ಕಳೆದುಕೊಂಡಿದ್ದರೂ ಯುದ್ಧವನ್ನು ಮುಂದುವರೆಸುತ್ತಿದೆ. ಪುಟಿನ್ ಹೆಚ್ಚಿನ ಭೂಪ್ರದೇಶ ಆಕ್ರಮಿಸುವುದರ ಮೇಲೆ ಗಮನ ಹರಿಸಿದ್ದಾರೆ ಎಂದು ಝೆಲೆನ್ಸ್ಕಿ ಹೇಳಿದರು. ವ್ಲಾಡಿಮಿರ್ ಪುಟಿನ್ ಅವರು ಯುದ್ಧ ಗೆಲ್ಲಲು ಸಾಧ್ಯವಿಲ್ಲ. ರಷ್ಯಾ ಅಧ್ಯಕ್ಷ ವ್ಲಾಡಿಮಿರ್ ಪುಟಿನ್ ಈಗಾಗಲೇ ಮೂರನೇ ಮಹಾಯುದ್ಧವನ್ನು ಪ್ರಾರಂಭಿಸಿದ್ದಾರೆ ಎಂದು ಅವರು ಹೇಳಿದ್ದಾರೆ. ರಷ್ಯಾ ಅಧ್ಯಕ್ಷ ವ್ಲಾಡಿಮಿರ್ ಪುಟಿನ್ ಈಗಾಗಲೇ ಮೂರನೇ ಮಹಾಯುದ್ಧವನ್ನು ಪ್ರಾರಂಭಿಸಿದ್ದಾರೆ ಎಂದು ಉಕ್ರೇನ್ ಅಧ್ಯಕ್ಷ ಝೆಲೆನ್ಸ್ಕಿ ಎಚ್ಚರಿಸಿದ್ದಾರೆ. <box>954 715 1218 1105</box>
malaysia-headline-line1: ಮಲೇಷ್ಯಾ ಭ್ರಷ್ಟಾಚಾರ ನಿಗ್ರಹ <box>37 139 321 175</box>
ecofloyens-headline-line1: ಇಕೋಫ್ಲುಯೆನ್ಸ್ 3.0 <box>37 1320 291 1360</box>
canada-body-right <box>1230 1496 1489 2080</box>
malaysia-body <box>37 222 394 723</box>
suryavanshi-body-right-text: ಐಪಿಎಲ್ ಗೆ ಪದಾರ್ಪಣೆ ಮಾಡಿದ ಅತ್ಯಂತ ಕಿರಿಯ ಆಟಗಾರ ಮತ್ತು ಲೀಗ್ ನಲ್ಲಿ ಶತಕ ಗಳಿಸಿದ ಅತ್ಯಂತ ಕಿರಿಯ ಆಟಗಾರರಾಗಿರುವ ಅವರನ್ನು ಐಪಿಎಲ್ ಹರಾಜಿನಲ್ಲಿ ರಾಜಸ್ಥಾನ್ ರಾಯಲ್ಸ್ 1.1 ಕೋಟಿ ರೂ.ಗೆ ಖರೀದಿ ಮಾಡಿಕೊಂಡಿದೆ. ವೈಭವ್ ಐಪಿಎಲ್ ನ ಅತ್ಯಂತ ಕಿರಿಯ ಆಟಗಾರ ಎಂಬ ಹೆಗ್ಗಳಿಕೆ ಪಾತ್ರರಾಗಿದ್ದಾರೆ. ವೈಭವ್ ಯುವ ಟೆಸ್ಟ್, ದೇಶೀಯ ಪಂದ್ಯಾವಳಿಗಳು ಮತ್ತು ಲಿಸ್ಟ್ ಎ ಕ್ರಿಕೆಟ್ ನಲ್ಲಿ ವೇಗದ ಶತಕಗಳನ್ನು ಗಳಿಸುವ ಸೇರಿದಂತೆ ಎಲ್ಲಾ ಸ್ವರೂಪದ ದಾಖಲೆಗಳನ್ನು ಮುರಿದಿದ್ದಾರೆ. 19 ವರ್ಷದೊಳಗಿನವರ ಏಕದಿನ ಕ್ರಿಕೆಟ್ ನಲ್ಲಿ 1,400 ಕ್ಕೂ ಹೆಚ್ಚು ರನ್ ಮತ್ತು ಅನೇಕ ಶತಕಗಳೊಂದಿಗೆ ಅವರು ಈಗಾಗಲೇ ಭಾರತದ ಅತಿ ಹೆಚ್ಚು ರನ್ ಗಳಿಸಿದ ಆಟಗಾರರಾಗಿದ್ದಾರೆ. ಆಕ್ರಮಣಕಾರಿ ಬ್ಯಾಟಿಂಗ್ ಶೈಲಿಯಿಂದ ಹೆಸರುವಾಸಿಯಾಗಿರುವ ಸೂರ್ಯವಂಶಿ, ತಮ್ಮ ನಿರ್ಭೀತ ಶೈಲಿಯಿಂದ ಮುಖ್ಯಾಂಶಗಳನ್ನು ಸೆಳೆಯುತ್ತಲೇ ಇದ್ದಾರೆ ಮತ್ತು ಮುಂಬರುವ ಐಪಿಎಲ್ ಋತುವಿನಲ್ಲಿ ರಾಜಸ್ಥಾನ್ ರಾಯಲ್ಸ್ ತಂಡದ ಪ್ರಮುಖ ಆಟಗಾರನಾಗುವ ನಿರೀಕ್ಷೆಯಿದೆ. <box>1209 229 1495 506</box>
ragi-headline: ಮೊದಲ ಮಳೆಗೆ ನಾಶವಾದ ರಾಗಿ: ರೈತರು ಕಂಗಾಲು <box>408 1839 858 1872</box>
header-rule <box>37 133 1495 136</box>
mukul-body-left-text: ಕೋಲ್ಕತ್ತಾ, ಫೆ.23:- ಮಾಜಿ ರೈಲ್ವೆ ಸಚಿವ ಮತ್ತು ಟಿಎಂಸಿ ಮುಖಂಡ ಮುಕುಲ್ ರಾಯ್ ಇಂದು ಹೃದಯಾಘಾತದಿಂದ ನಿಧನರಾಗಿದ್ದಾರೆ. ಅನಾರೋಗ್ಯದಿಂದ ಬಳಲುತ್ತಿದ್ದ ಅವರನ್ನು ಕೋಲ್ಕತ್ತಾದ ಸಾಲ್ಟ್ ಲೇಕ್ ನಲ್ಲಿರುವ ಅಪೋಲೋ ಆಸ್ಪತ್ರೆಗೆ ದಾಖಲಿಸಲಾಗಿತ್ತು. ರಾಯ್ ಮುಂಜಾನೆ 1.30 ರ ಸುಮಾರಿಗೆ ಕೊನೆಯುಸಿರೆಳೆದರು ಎಂದು ಅವರ ಪುತ್ರ ಸುಭ್ರಾಂಶು ರಾಯ್ ದೃಢಪಡಿಸಿದ್ದಾರೆ. ಅಖಿಲ ಭಾರತ ತೃಣಮೂಲ ಕಾಂಗ್ರೆಸ್ ನ ಸ್ಥಾಪಕ ಸದಸ್ಯರಾಗಿದ್ದ ರಾಯ್ ಅವರು ಒಮ್ಮೆ ಪಕ್ಷದ ಎರಡನೇ ಕಮಾಂಡ್ ಗಳ ನೇತೃತ್ವ ವಹಿಸಿದ್ದರು. ಮಮತಾ ಬ್ಯಾನರ್ಜಿ ನಂತರ ಎರಡನೇ ಸ್ಥಾನವನ್ನು ಹೊಂದಿದ್ದರು. ರಾಯ್ ಅವರ ಪಕ್ಷಾಂತರ ಬಂಗಾಳದಲ್ಲಿ ಯುವ ಕಾಂಗ್ರೆಸ್ ಸದಸ್ಯರಾಗಿ ತಮ್ಮ ರಾಜಕೀಯ ಪ್ರಯಾಣವನ್ನು ಪ್ರಾರಂಭಿಸಿದರು. ಕಾಲಾನಂತರದಲ್ಲಿ, ಅವರು ಅಖಿಲ ಭಾರತ ತೃಣಮೂಲ ಕಾಂಗ್ರೆಸ್ (ಟಿಎಂಸಿ) ರಚನೆಯ ಸಮಯದಲ್ಲಿ ಅವರು ಮಮತಾ ಬ್ಯಾನರ್ಜಿ ಅವರೊಂದಿಗೆ ನಿಕಟ ಸಂಬಂಧ ಹೊಂದಿದ್ದರು. ಪಕ್ಷ ಸ್ಥಾಪನೆಯಾದಾಗ, ಅವರು ಅದರ ಸಂಘಟನಾತ್ಮಕ ನೆಲೆಯನ್ನು ಬಲಪಡಿಸುವಲ್ಲಿ ಪ್ರಮುಖ ಪಾತ್ರ ವಹಿಸಿದರು ಮತ್ತು ಪ್ರಧಾನ ಕಾರ್ಯದರ್ಶಿಯಾಗಿ ನೇಮಕಗೊಂಡರು. ಪಕ್ಷದ ತನ್ನ ಉಪಸ್ಥಿತಿಯನ್ನು ವಿಸ್ತರಿಸುತ್ತಿದ್ದಂತೆ, ರಾಯ್ ರಾಷ್ಟ್ರ ರಾಜಧಾನಿಯಲ್ಲಿ ಅದರ ಪ್ರಮುಖ ವ್ಯಕ್ತಿಗಳಲ್ಲಿ ಒಬ್ಬರಾಗಿ ಹೊರಹೊಮ್ಮಿದರು. 2006 ರಲ್ಲಿ ರಾಜ್ಯಸಭೆಗೆ ಆಯ್ಕೆಯಾದರು. 2009 ಮತ್ತು 2012 ರ ನಡುವೆ ಅವರು ಮೇಲ್ಮನೆಯಲ್ಲಿ ಪಕ್ಷದ ನಾಯಕರಾಗಿ ಸೇವೆ ಸಲ್ಲಿಸಿದರು. ಯುನೈಟೆಡ್ ಪ್ರೋಗ್ರೆಸ್ ಅಲೈಯನ್ಸ್ (ಯುಪಿಎ) ಸರ್ಕಾರದ ಎರಡನೇ ಅವಧಿಯಲ್ಲಿ, ರಾಯ್ ಅವರು ಕೇಂದ್ರ ಮಂತ್ರಿಮಂಡಲಕ್ಕೆ ಸೇರಿದರು. ಅವರು ಮೊದಲು ಹಡಗು ಖಾತೆ ರಾಜ್ಯ ಸಚಿವರಾಗಿ ಅಧಿಕಾರ ವಹಿಸಿಕೊಂಡರು. ಮಾರ್ಚ್ 2012 ರಲ್ಲಿ, ಅವರ ಪಕ್ಷದ ಸಹೋದ್ಯೋಗಿ <box>408 1067 667 1588</box>
divider-mukul <box>408 1830 937 1832</box>
event-photo <box>408 658 937 931</box>
registration-cyan-right <box>1356 2372 1376 2392</box>
canada-headline <box>959 1390 1488 1494</box>
ecofloyens-headline <box>37 1320 394 1401</box>
registration-grey2-left <box>156 2372 176 2392</box>
mukul-photo <box>681 1075 937 1330</box>
suryavanshi-body-under-photo-text: ಅವರ ಇನ್ನಿಂಗ್ಸ್ ನಲ್ಲಿ 15 ಬೌಂಡರಿ ಮತ್ತು ಅರು ಸಿಕ್ಸರ್ ಸೇರಿದ್ದವು ಮತ್ತು ಅವರು ಕೇವಲ 55 ಎಸೆತಗಳಲ್ಲಿ ಶತಕ ತಮ್ಮ ಶತಕವನ್ನು ತಲುಪಿದರು. ಇದು ಅಂಡರ್ -19 ವಿಶ್ವಕಪ್ ಇತಿಹಾಸದಲ್ಲಿ ಅತ್ಯಂತ ವೇಗದ ಶತಕಗಳಲ್ಲಿ ಒಂದಾಗಿದೆ. ಹೆಚ್ಚಿನ ಸ್ಟ್ರೈಕ್ ರೇಟ್ ನೊಂದಿಗೆ ಏಳು ಪಂದ್ಯಗಳಲ್ಲಿ 439 ರನ್ ಗಳಿಸಿದ ನಂತರ ಅವರು ಟೂರ್ನಿಯ ಆಟಗಾರ ಪ್ರಶಸ್ತಿಗೆ ಆಯ್ಕೆಯಾದರು ಮತ್ತು ಸರಣಿ ಶ್ರೇಷ್ಠ ಆಟಗಾರ ಗೌರವಕ್ಕೆ ಭಾಜನರಾದರು. ಎಡಗೈ ಆರಂಭಿಕ ಬ್ಯಾಟ್ಸ್‌ಮನ್ ಈಗಾಗಲೇ ಎಲ್ಲೆಯ ವಯಸ್ಸಿನಲ್ಲಿಯೇ ಇತಿಹಾಸ ನಿರ್ಮಿಸಿದ್ದಾರೆ. <box>681 535 1190 624</box>
canada-body-right-text: ವಿದ್ಯಾರ್ಥಿಗಳ ಸಂಖ್ಯೆ ಗಣನೀಯ ಇಳಿಕೆ ಕಂಡಿದೆ. ಭಾರತೀಯ ವಿದ್ಯಾರ್ಥಿಗಳ ವಿಷಯದಲ್ಲಿ, ಕಳೆದ ವರ್ಷ ಅಧ್ಯಯನ ಪರವಾನಗಿ ಹೊಂದಿರುವವರ ಸಂಖ್ಯೆ ಅರ್ಧದಷ್ಟು ಕಡಿಮೆಯಾಗಿದ್ದು, 188,715 ರಿಂದ 94,605 ಕ್ಕೆ ಇಳಿದಿದೆ. 2023 ರಲ್ಲಿ ಈ ಸಂಖ್ಯೆ 277,965 ರಷ್ಟಿದೆ ಎಂದು ಹೇಳಲಾಗಿದೆ. ಅಂತರರಾಷ್ಟ್ರೀಯ ವಿದ್ಯಾರ್ಥಿಗಳ ಸಂಖ್ಯೆಯನ್ನು 'ಸುಸ್ಥಿರ ಮಟ್ಟಕ್ಕೆ' ಇಳಿಸುವುದಾಗಿ 2024 ಕ್ಕೆ ಹೋಲಿಸಿದರೆ 2025 ರಲ್ಲಿ ಭಾರತ ವಿದ್ಯಾರ್ಥಿಗಳ ಆಗಮನ ಶೇಕಡಾ 61 ರಷ್ಟು ಕಡಿಮೆಯಾಗಿದ್ದು, 177,595 ರಷ್ಟು ಕುಸಿತವಾಗಿದೆ ಎಂದು ಮಾಹಿತಿ ನೀಡಲಾಗಿದೆ. ಕಳೆದ ವಾರ ಟೊರೊಂಟೊದಲ್ಲಿ ಮಾಡಿದ ಭಾಷಣದಲ್ಲಿ, ಕೆನಡಾದ ವಲಸೆ, ನಿರಾಶ್ರಿತರು ಮತ್ತು ಪೌರತ್ವ ಸಚಿವೆ ಲೀನಾ ಮೆಟ್ಲೆಜ್ ಡಿಯಾಬ್, ಕಳೆದ ವರ್ಷ ಪ್ರಧಾನಿ ಮಾರ್ಕ್ ಕಾರ್ನಿ ಅವರನ್ನು ಈ ಹುದ್ದೆಗೆ ನೇಮಿಸಿದಾಗ ಭಾರತೀಯ ವಿದ್ಯಾರ್ಥಿಗಳಿಗೆ ಹೆಚ್ಚಿನ ವೀಸಾ ನಿರಾಕರಣೆ ಅಂಕಿಅಂಶಗಳು, ಈಗ ಅ ಸಂಖ್ಯೆ ಗಣನೀಯವಾಗಿ ಇಳಿಕೆಯಾಗಿದೆ ಎಂದು ಹೇಳಲಾಗಿದೆ. ಈ ಪ್ರಕ್ರಿಯೆಯ ಭಾಗವಾಗಿ, ಕೆನಡಾ ಅಂತರರಾಷ್ಟ್ರೀಯ ವಿದ್ಯಾರ್ಥಿಗಳ ಸಂಖ್ಯೆ ಮಿತಿಗೊಳಿಸಿದೆ, ಅಧ್ಯಯನ ಪರವಾನಗಿ ವಂಚನೆ ತಡೆಗಟ್ಟಲು ಸ್ವೀಕಾರ ಪತ್ರ ಪರಿಶೀಲನೆ ಕಡ್ಡಾಯಗೊಳಿಸಿದೆ ಮತ್ತು ಹಣಕಾಸಿನ ಅವಶ್ಯಕತೆಗಳನ್ನು ಹೆಚ್ಚಿಸಿದೆ. <box>1230 1498 1489 1869</box>
registration-grey2-right <box>1467 2372 1488 2392</box>
footer-rule <box>37 2361 1495 2363</box>
header-email: contact@sanjevani.com <box>1287 110 1454 127</box>
bus-headline-line1: ಬಸ್ ನದಿಗೆ ಬಿದ್ದು <box>37 732 303 785</box>
divider-suryavanshi <box>406 649 1495 650</box>
registration-grey1-right <box>1445 2372 1465 2392</box>
war-body-bottom <box>1230 1017 1495 1376</box>
bus-headline-line2: 18 ಮಂದಿ ಸಾವು <box>37 784 308 838</box>
malaysia-headline-line2: ಮುಖ್ಯಸ್ಥ ಅಜಂ ವಿಚಾರಣೆ <box>37 174 295 212</box>
